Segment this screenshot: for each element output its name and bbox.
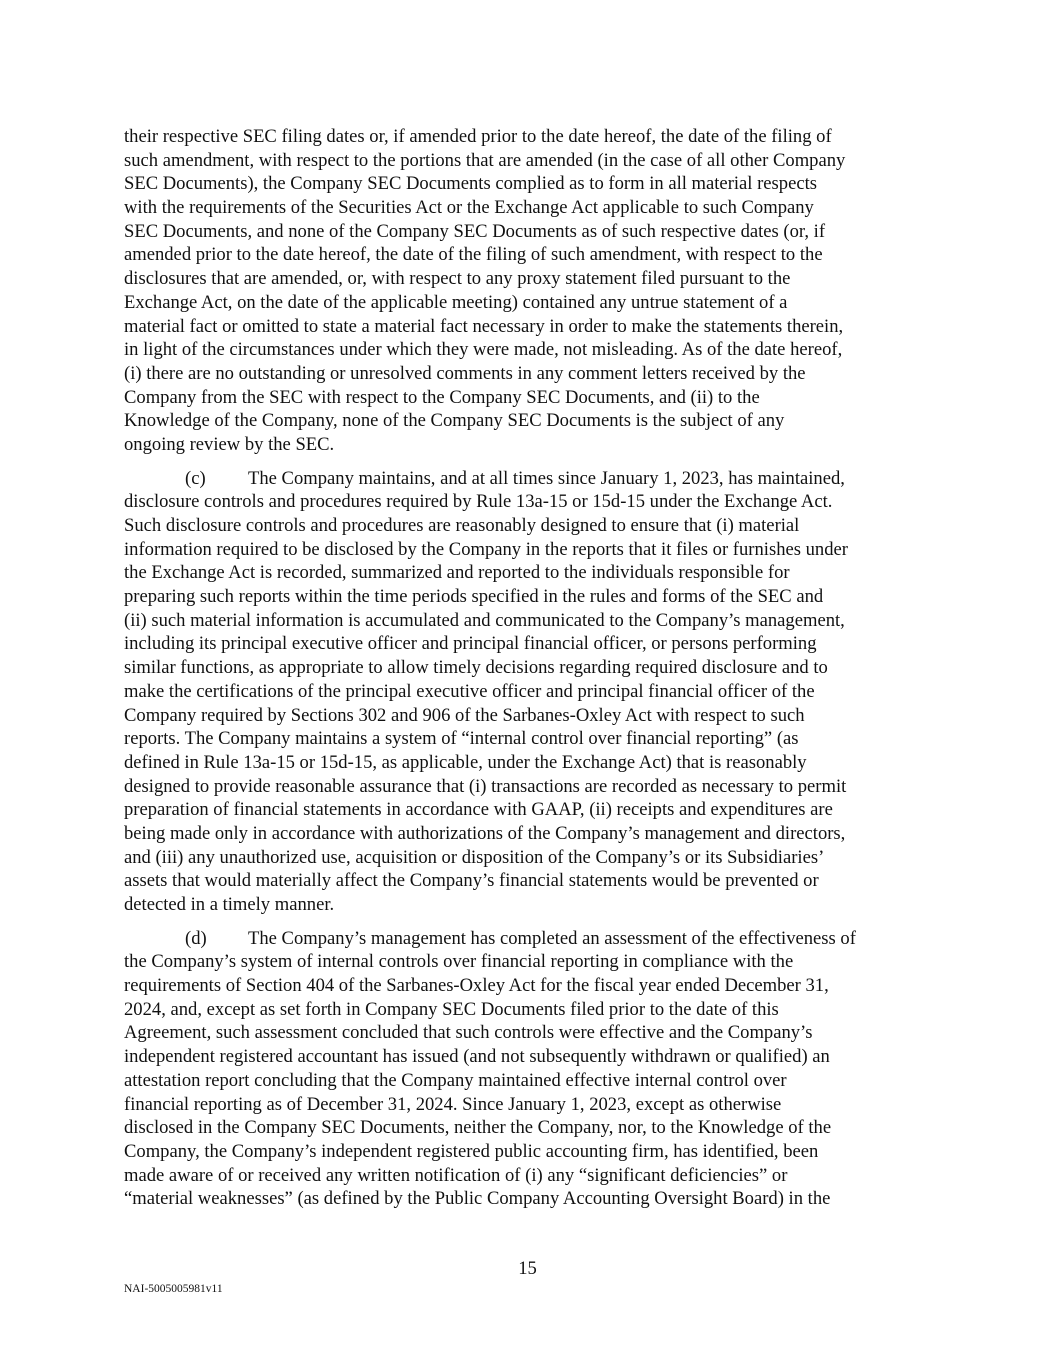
- text-line: and (iii) any unauthorized use, acquisition or disposition of the Company’s or its Subsidiaries’: [124, 846, 825, 868]
- text-line: preparing such reports within the time periods specified in the rules and forms of the SEC and: [124, 586, 824, 608]
- text-line: being made only in accordance with authorizations of the Company’s management and directors,: [124, 822, 846, 844]
- paragraph-d-first-line: [124, 927, 936, 951]
- text-line: such amendment, with respect to the portions that are amended (in the case of all other Company: [124, 149, 846, 171]
- paragraph-spacer: [124, 457, 936, 467]
- paragraph-c-label: (c): [185, 467, 206, 489]
- text-line: attestation report concluding that the Company maintained effective internal control over: [124, 1069, 787, 1091]
- text-line: designed to provide reasonable assurance that (i) transactions are recorded as necessary to permit: [124, 775, 847, 797]
- text-line: disclosures that are amended, or, with respect to any proxy statement filed pursuant to the: [124, 268, 791, 290]
- text-line: in light of the circumstances under which they were made, not misleading. As of the date hereof,: [124, 339, 843, 361]
- text-line: similar functions, as appropriate to allow timely decisions regarding required disclosure and to: [124, 657, 828, 679]
- text-line: material fact or omitted to state a material fact necessary in order to make the statements therein,: [124, 315, 844, 337]
- text-line: preparation of financial statements in accordance with GAAP, (ii) receipts and expenditures are: [124, 799, 833, 821]
- paragraph-spacer: [124, 917, 936, 927]
- text-line: amended prior to the date hereof, the date of the filing of such amendment, with respect to the: [124, 244, 823, 266]
- text-line: SEC Documents), the Company SEC Documents complied as to form in all material respects: [124, 173, 817, 195]
- text-line: The Company’s management has completed an assessment of the effectiveness of: [248, 927, 856, 949]
- text-line: assets that would materially affect the Company’s financial statements would be prevented or: [124, 870, 819, 892]
- text-line: including its principal executive officer and principal financial officer, or persons performing: [124, 633, 817, 655]
- text-line: Company, the Company’s independent registered public accounting firm, has identified, been: [124, 1140, 819, 1162]
- text-line: information required to be disclosed by the Company in the reports that it files or furnishes under: [124, 538, 848, 560]
- paragraph-d-label: (d): [185, 927, 207, 949]
- text-line: SEC Documents, and none of the Company SEC Documents as of such respective dates (or, if: [124, 220, 826, 242]
- text-line: disclosed in the Company SEC Documents, neither the Company, nor, to the Knowledge of the: [124, 1117, 832, 1139]
- paragraph-c-first-line: [124, 467, 936, 491]
- text-line: reports. The Company maintains a system of “internal control over financial reporting” (as: [124, 728, 799, 750]
- text-line: ongoing review by the SEC.: [124, 433, 335, 455]
- page-number: 15: [518, 1258, 537, 1279]
- text-line: Such disclosure controls and procedures are reasonably designed to ensure that (i) material: [124, 515, 800, 536]
- text-line: requirements of Section 404 of the Sarbanes-Oxley Act for the fiscal year ended December 31,: [124, 975, 829, 997]
- paragraph-b-continued: [124, 125, 936, 457]
- text-line: (ii) such material information is accumulated and communicated to the Company’s management,: [124, 609, 845, 631]
- text-line: the Exchange Act is recorded, summarized and reported to the individuals responsible for: [124, 562, 790, 584]
- text-line: make the certifications of the principal executive officer and principal financial officer of the: [124, 680, 815, 702]
- text-line: Exchange Act, on the date of the applicable meeting) contained any untrue statement of a: [124, 291, 788, 313]
- document-id-footer: NAI-5005005981v11: [124, 1283, 223, 1295]
- text-line: their respective SEC filing dates or, if amended prior to the date hereof, the date of the filing of: [124, 126, 832, 147]
- text-line: Agreement, such assessment concluded that such controls were effective and the Company’s: [124, 1022, 813, 1044]
- text-line: with the requirements of the Securities Act or the Exchange Act applicable to such Company: [124, 197, 814, 219]
- text-line: (i) there are no outstanding or unresolved comments in any comment letters received by the: [124, 362, 806, 384]
- paragraph-d: [124, 927, 936, 1211]
- text-line: detected in a timely manner.: [124, 894, 335, 915]
- text-line: disclosure controls and procedures required by Rule 13a-15 or 15d-15 under the Exchange Act.: [124, 491, 833, 513]
- text-line: the Company’s system of internal controls over financial reporting in compliance with the: [124, 951, 794, 973]
- text-line: Knowledge of the Company, none of the Company SEC Documents is the subject of any: [124, 410, 785, 432]
- text-line: Company from the SEC with respect to the Company SEC Documents, and (ii) to the: [124, 386, 760, 408]
- text-line: The Company maintains, and at all times since January 1, 2023, has maintained,: [248, 467, 845, 489]
- text-line: independent registered accountant has issued (and not subsequently withdrawn or qualified) an: [124, 1046, 830, 1068]
- paragraph-c: [124, 467, 936, 917]
- text-line: 2024, and, except as set forth in Company SEC Documents filed prior to the date of this: [124, 998, 779, 1020]
- text-line: made aware of or received any written notification of (i) any “significant deficiencies” or: [124, 1164, 788, 1186]
- text-line: defined in Rule 13a-15 or 15d-15, as applicable, under the Exchange Act) that is reasonably: [124, 751, 807, 773]
- text-line: “material weaknesses” (as defined by the Public Company Accounting Oversight Board) in the: [124, 1188, 831, 1210]
- document-body: [124, 125, 936, 1211]
- text-line: Company required by Sections 302 and 906 of the Sarbanes-Oxley Act with respect to such: [124, 704, 805, 726]
- text-line: financial reporting as of December 31, 2024. Since January 1, 2023, except as otherwise: [124, 1093, 782, 1115]
